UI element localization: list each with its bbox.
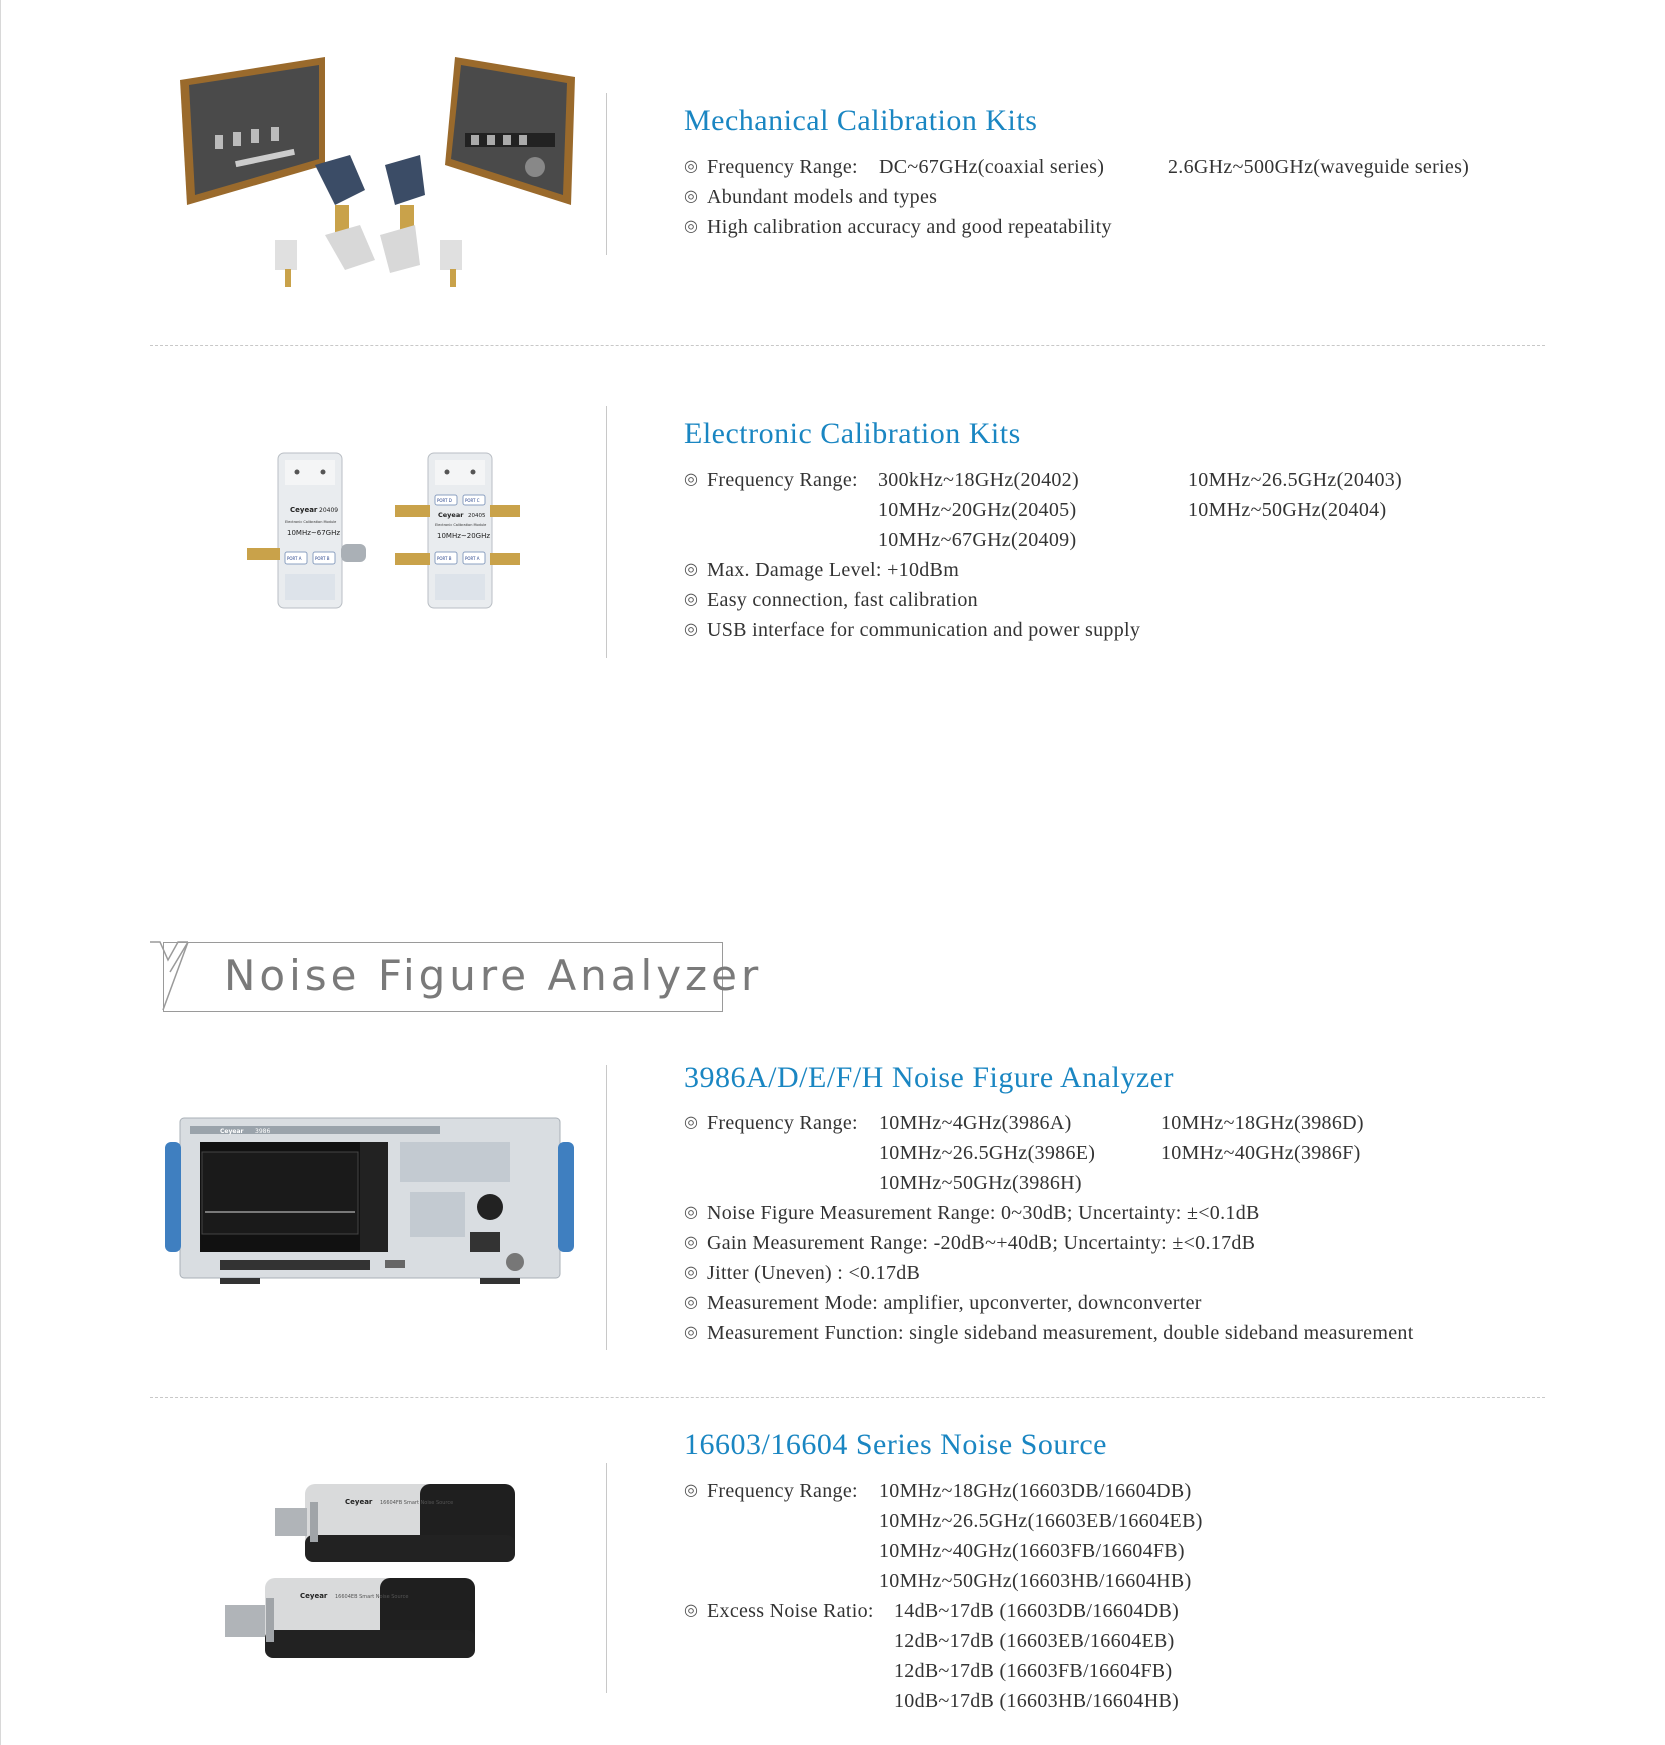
module2-port-d: PORT D (437, 498, 452, 503)
module1-range: 10MHz~67GHz (287, 529, 341, 537)
divider-vertical (606, 93, 607, 255)
elec-title: Electronic Calibration Kits (684, 417, 1021, 450)
spec-value: 10dB~17dB (16603HB/16604HB) (894, 1690, 1180, 1712)
spec-label: Excess Noise Ratio: (707, 1600, 874, 1622)
module1-port-a: PORT A (287, 556, 302, 561)
module2-port-a: PORT A (465, 556, 480, 561)
bullet-icon: ◎ (684, 1294, 699, 1311)
spec-value: 2.6GHz~500GHz(waveguide series) (1168, 156, 1470, 178)
spec-label: Frequency Range: (707, 469, 858, 491)
analyzer-model: 3986 (255, 1128, 271, 1135)
spec-value: 10MHz~50GHz(3986H) (879, 1172, 1082, 1194)
source1-name: 16604FB Smart Noise Source (380, 1500, 454, 1506)
section-heading: Noise Figure Analyzer (224, 951, 763, 1000)
spec-label: Frequency Range: (707, 156, 858, 178)
noise-figure-analyzer-photo (160, 1112, 580, 1284)
divider-vertical (606, 1065, 607, 1350)
bullet-icon: ◎ (684, 158, 699, 175)
spec-value: 10MHz~18GHz(16603DB/16604DB) (879, 1480, 1192, 1502)
mech-title: Mechanical Calibration Kits (684, 104, 1038, 137)
bullet-icon: ◎ (684, 471, 699, 488)
spec-value: 12dB~17dB (16603EB/16604EB) (894, 1630, 1175, 1652)
spec-value: 10MHz~4GHz(3986A) (879, 1112, 1072, 1134)
bullet-icon: ◎ (684, 1324, 699, 1341)
module1-port-b: PORT B (315, 556, 330, 561)
module2-model: 20405 (468, 513, 486, 519)
bullet-icon: ◎ (684, 621, 699, 638)
ns-title: 16603/16604 Series Noise Source (684, 1428, 1107, 1461)
module2-range: 10MHz~20GHz (437, 532, 491, 540)
spec-value: 300kHz~18GHz(20402) (878, 469, 1079, 491)
nfa-title: 3986A/D/E/F/H Noise Figure Analyzer (684, 1061, 1174, 1094)
spec-value: 10MHz~40GHz(16603FB/16604FB) (879, 1540, 1185, 1562)
page-left-border (0, 0, 1, 1745)
dotted-separator (150, 1397, 1545, 1398)
bullet-icon: ◎ (684, 1264, 699, 1281)
bullet-icon: ◎ (684, 188, 699, 205)
spec-value: 10MHz~18GHz(3986D) (1161, 1112, 1364, 1134)
spec-value: 10MHz~40GHz(3986F) (1161, 1142, 1361, 1164)
spec-text: Measurement Function: single sideband measurement, double sideband measurement (707, 1322, 1414, 1344)
bullet-icon: ◎ (684, 1482, 699, 1499)
spec-text: Easy connection, fast calibration (707, 589, 978, 611)
spec-text: Abundant models and types (707, 186, 938, 208)
spec-value: 12dB~17dB (16603FB/16604FB) (894, 1660, 1173, 1682)
spec-label: Frequency Range: (707, 1480, 858, 1502)
spec-value: DC~67GHz(coaxial series) (879, 156, 1105, 178)
noise-source-photo (220, 1480, 520, 1670)
bullet-icon: ◎ (684, 1234, 699, 1251)
divider-vertical (606, 406, 607, 658)
spec-text: Noise Figure Measurement Range: 0~30dB; Uncertainty: ±<0.1dB (707, 1202, 1260, 1224)
module2-name: Electronic Calibration Module (435, 523, 487, 527)
bullet-icon: ◎ (684, 1204, 699, 1221)
mechanical-kits-photo (175, 55, 580, 295)
electronic-kits-photo (245, 450, 535, 615)
module2-port-b: PORT B (437, 556, 452, 561)
module2-brand: Ceyear (438, 511, 464, 519)
bullet-icon: ◎ (684, 561, 699, 578)
bullet-icon: ◎ (684, 591, 699, 608)
spec-value: 10MHz~26.5GHz(20403) (1188, 469, 1403, 491)
spec-value: 10MHz~20GHz(20405) (878, 499, 1077, 521)
dotted-separator (150, 345, 1545, 346)
bullet-icon: ◎ (684, 218, 699, 235)
source2-name: 16604EB Smart Noise Source (335, 1594, 409, 1600)
spec-value: 10MHz~50GHz(16603HB/16604HB) (879, 1570, 1192, 1592)
module1-brand: Ceyear (290, 506, 318, 514)
source1-brand: Ceyear (345, 1498, 373, 1506)
spec-text: USB interface for communication and power supply (707, 619, 1141, 641)
spec-label: Frequency Range: (707, 1112, 858, 1134)
source2-brand: Ceyear (300, 1592, 328, 1600)
divider-vertical (606, 1463, 607, 1693)
spec-text: Max. Damage Level: +10dBm (707, 559, 960, 581)
spec-text: High calibration accuracy and good repeatability (707, 216, 1112, 238)
spec-text: Jitter (Uneven) : <0.17dB (707, 1262, 921, 1284)
spec-text: Measurement Mode: amplifier, upconverter, downconverter (707, 1292, 1202, 1314)
spec-value: 10MHz~50GHz(20404) (1188, 499, 1387, 521)
bullet-icon: ◎ (684, 1602, 699, 1619)
spec-value: 10MHz~26.5GHz(16603EB/16604EB) (879, 1510, 1203, 1532)
spec-text: Gain Measurement Range: -20dB~+40dB; Uncertainty: ±<0.17dB (707, 1232, 1256, 1254)
bullet-icon: ◎ (684, 1114, 699, 1131)
module1-name: Electronic Calibration Module (285, 520, 337, 524)
spec-value: 10MHz~67GHz(20409) (878, 529, 1077, 551)
module2-port-c: PORT C (465, 498, 480, 503)
spec-value: 10MHz~26.5GHz(3986E) (879, 1142, 1096, 1164)
module1-model: 20409 (319, 507, 339, 514)
analyzer-brand: Ceyear (220, 1128, 244, 1135)
spec-value: 14dB~17dB (16603DB/16604DB) (894, 1600, 1180, 1622)
